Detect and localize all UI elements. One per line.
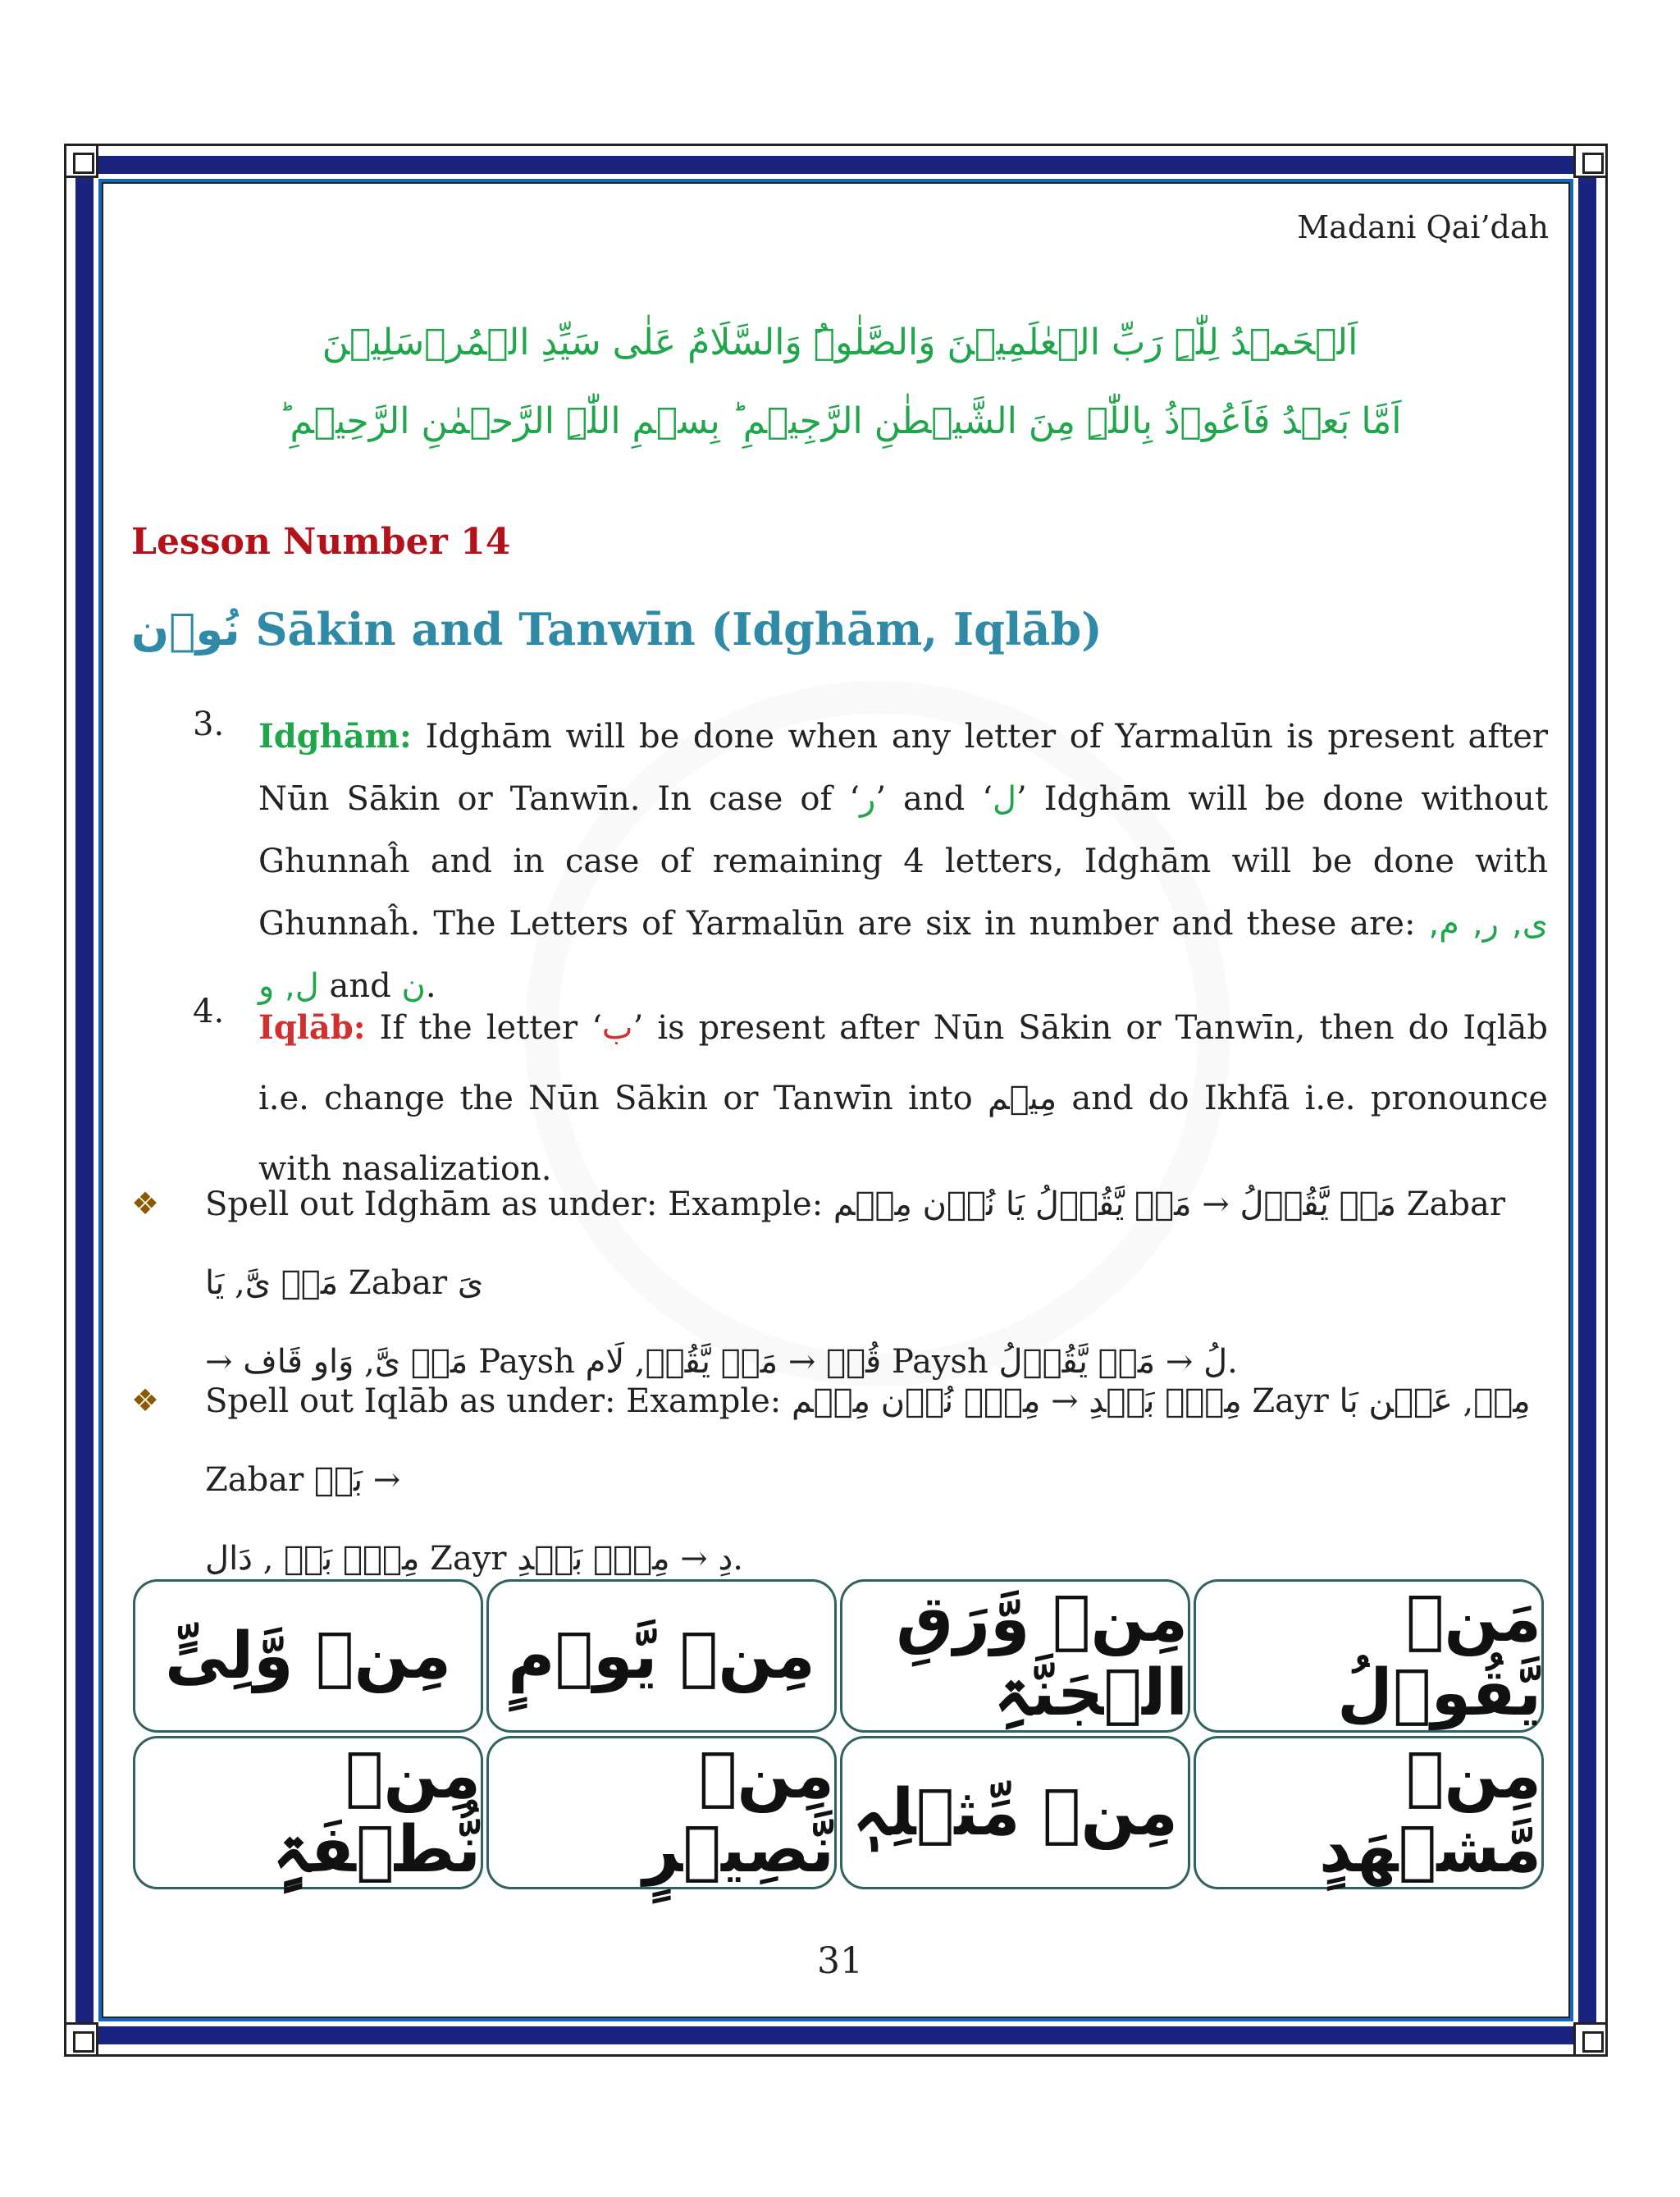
- example-card: مِنۡ وَّرَقِ الۡجَنَّۃِ: [840, 1579, 1190, 1733]
- khutba-line-2: اَمَّا بَعۡدُ فَاَعُوۡذُ بِاللّٰہِ مِنَ الشَّیۡطٰنِ الرَّجِیۡمِ ؕ بِسۡمِ اللّٰہِ الرَّحۡمٰنِ الرَّحِیۡمِ ؕ: [278, 400, 1402, 442]
- khutba-line-1: اَلۡحَمۡدُ لِلّٰہِ رَبِّ الۡعٰلَمِیۡنَ وَالصَّلٰوۃُ وَالسَّلَامُ عَلٰی سَیِّدِ الۡمُرۡسَلِیۡنَ: [322, 322, 1358, 363]
- book-title: Madani Qai’dah: [1297, 209, 1549, 245]
- corner-ornament-bottom-left: [64, 2022, 98, 2057]
- idgham-paragraph: Idghām: Idghām will be done when any letter of Yarmalūn is present after Nūn Sākin or Tanwīn. In case of ‘ر’ and ‘ل’ Idghām will be done without Ghunnaĥ and in case of remaining 4 letters, Idghām will be done with Ghunnaĥ. The Letters of Yarmalūn are six in number and these are: ی, ر, م, ل, و and ن.: [258, 717, 1549, 1005]
- bullet-icon: ❖: [131, 1382, 160, 1418]
- item-number-3: 3.: [193, 706, 225, 743]
- spell-iqlab: [205, 1362, 1550, 1598]
- section-heading-text: Sākin and Tanwīn (Idghām, Iqlāb): [255, 603, 1102, 655]
- corner-ornament-top-left: [64, 144, 98, 178]
- example-card: مَنۡ یَّقُوۡلُ: [1194, 1579, 1544, 1733]
- letter-lam: ل: [992, 780, 1016, 818]
- page-number: 31: [817, 1940, 863, 1982]
- spell-iqlab-line-1: Spell out Iqlāb as under: Example: مِنۡۢ بَعۡدِ → مِنۡۢ نُوۡن مِیۡم Zayr مِنۡ, عَیۡن بَا Zabar بَعۡ →: [205, 1382, 1531, 1499]
- example-card: مِنۡ نَّصِیۡرٍ: [486, 1736, 837, 1889]
- spell-idgham-line-2: → مَنۡ یَّ, وَاو قَاف Paysh قُوۡ → مَنۡ یَّقُوۡ, لَام Paysh لُ → مَنۡ یَّقُوۡلُ.: [205, 1343, 1238, 1381]
- iqlab-term: Iqlāb:: [258, 1008, 366, 1047]
- examples-grid: [133, 1579, 1544, 1889]
- spell-idgham-line-1: Spell out Idghām as under: Example: مَنۡ یَّقُوۡلُ → مَنۡ یَّقُوۡلُ یَا نُوۡن مِیۡم Zabar مَنۡ یَّ, یَا Zabar یَ: [205, 1185, 1505, 1302]
- item-number-4: 4.: [193, 993, 225, 1030]
- example-card: مِنۡ وَّلِیٍّ: [133, 1579, 483, 1733]
- letter-ba: ب: [601, 1009, 633, 1047]
- lesson-title: Lesson Number 14: [131, 521, 511, 563]
- yarmalun-letters: ی, ر, م, ل, و: [258, 905, 1549, 1005]
- idgham-term: Idghām:: [258, 717, 412, 756]
- corner-ornament-top-right: [1573, 144, 1608, 178]
- iqlab-paragraph: Iqlāb: If the letter ‘ب’ is present after Nūn Sākin or Tanwīn, then do Iqlāb i.e. change the Nūn Sākin or Tanwīn into مِیۡم and do Ikhfā i.e. pronounce with nasalization.: [258, 1008, 1548, 1188]
- spell-iqlab-line-2: مِنۡۢ بَعۡ , دَال Zayr دِ → مِنۡۢ بَعۡدِ.: [205, 1540, 743, 1578]
- bullet-icon: ❖: [131, 1185, 160, 1222]
- letter-nun: ن: [401, 967, 426, 1005]
- example-card: مِنۡ نُّطۡفَۃٍ: [133, 1736, 483, 1889]
- section-heading-arabic: نُوۡن: [131, 604, 240, 655]
- example-card: مِنۡ مِّثۡلِہٖ: [840, 1736, 1190, 1889]
- corner-ornament-bottom-right: [1573, 2022, 1608, 2057]
- word-meem: مِیۡم: [988, 1080, 1057, 1117]
- section-heading: [131, 603, 1102, 655]
- example-card: مِنۡ یَّوۡمٍ: [486, 1579, 837, 1733]
- letter-ra: ر: [859, 780, 876, 818]
- example-card: مِنۡ مَّشۡھَدٍ: [1194, 1736, 1544, 1889]
